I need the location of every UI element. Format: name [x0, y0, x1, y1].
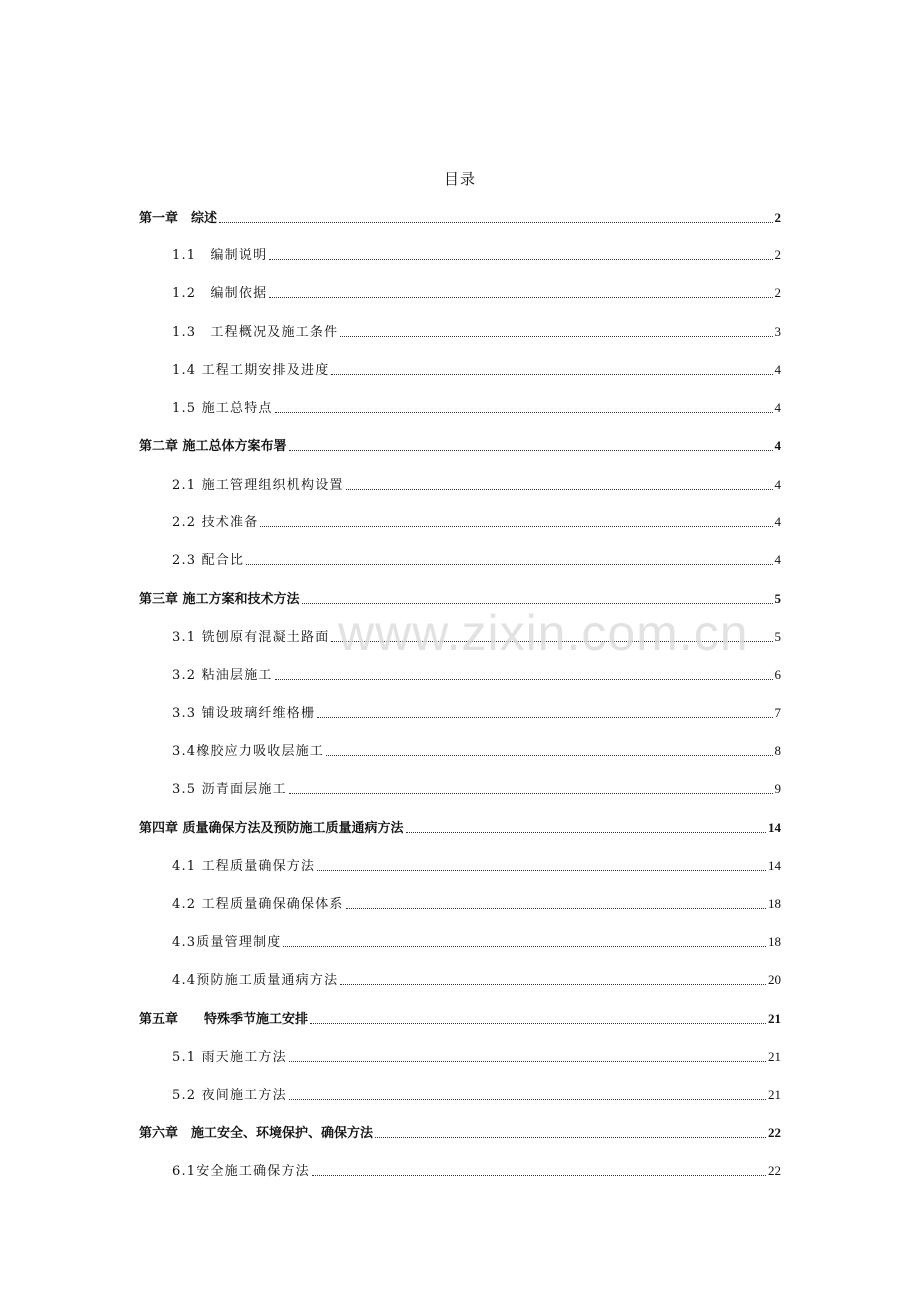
toc-section-6-1[interactable]: [172, 1161, 781, 1181]
dot-leader: [289, 1061, 766, 1062]
toc-page-number: 18: [768, 896, 781, 911]
toc-entry-label: 1.3 工程概况及施工条件: [172, 325, 339, 340]
toc-page-number: 9: [774, 781, 781, 796]
toc-page-number: 4: [774, 362, 781, 377]
toc-entry-label: 第四章 质量确保方法及预防施工质量通病方法: [139, 821, 404, 836]
toc-entry-label: 3.2 粘油层施工: [172, 668, 273, 683]
toc-section-4-4[interactable]: [172, 970, 781, 990]
toc-page-number: 4: [774, 477, 781, 492]
toc-title: 目录: [443, 170, 476, 188]
toc-entry-label: 第三章 施工方案和技术方法: [139, 592, 300, 607]
dot-leader: [275, 412, 773, 413]
dot-leader: [289, 450, 773, 451]
dot-leader: [310, 1023, 766, 1024]
dot-leader: [289, 1099, 766, 1100]
toc-page-number: 21: [768, 1011, 781, 1026]
toc-entry-label: 第一章 综述: [139, 211, 218, 226]
dot-leader: [317, 717, 772, 718]
toc-section-3-2[interactable]: [172, 665, 781, 685]
toc-entry-label: 4.3质量管理制度: [172, 935, 282, 950]
toc-section-5-1[interactable]: [172, 1047, 781, 1067]
toc-page-number: 4: [774, 552, 781, 567]
toc-entry-label: 1.5 施工总特点: [172, 401, 273, 416]
toc-page-number: 21: [768, 1049, 781, 1064]
toc-section-1-5[interactable]: [172, 398, 781, 418]
toc-page-number: 14: [768, 820, 781, 835]
toc-entry-label: 2.3 配合比: [172, 553, 245, 568]
toc-page-number: 14: [768, 858, 781, 873]
toc-section-3-3[interactable]: [172, 703, 781, 723]
toc-entry-label: 2.1 施工管理组织机构设置: [172, 478, 344, 493]
toc-entry-label: 3.5 沥青面层施工: [172, 782, 287, 797]
toc-section-5-2[interactable]: [172, 1085, 781, 1105]
toc-entry-label: 第二章 施工总体方案布署: [139, 439, 287, 454]
dot-leader: [375, 1137, 766, 1138]
toc-page-number: 21: [768, 1087, 781, 1102]
toc-entry-label: 4.2 工程质量确保确保体系: [172, 897, 344, 912]
toc-page-number: 6: [774, 667, 781, 682]
toc-page-number: 2: [774, 247, 781, 262]
toc-page-number: 2: [774, 285, 781, 300]
toc-entry-label: 3.3 铺设玻璃纤维格栅: [172, 706, 316, 721]
toc-entry-label: 第六章 施工安全、环境保护、确保方法: [139, 1126, 374, 1141]
toc-page-number: 5: [774, 629, 781, 644]
toc-section-3-1[interactable]: [172, 627, 781, 647]
dot-leader: [317, 870, 766, 871]
dot-leader: [346, 908, 766, 909]
dot-leader: [340, 984, 766, 985]
dot-leader: [312, 1175, 766, 1176]
toc-page-number: 4: [774, 514, 781, 529]
toc-chapter-6[interactable]: [139, 1123, 781, 1143]
toc-page-number: 4: [774, 438, 781, 453]
toc-entry-label: 5.2 夜间施工方法: [172, 1088, 287, 1103]
toc-chapter-2[interactable]: [139, 436, 781, 456]
dot-leader: [289, 793, 773, 794]
dot-leader: [269, 297, 772, 298]
toc-chapter-4[interactable]: [139, 818, 781, 838]
dot-leader: [331, 641, 772, 642]
toc-entry-label: 1.4 工程工期安排及进度: [172, 363, 330, 378]
toc-entry-label: 3.4橡胶应力吸收层施工: [172, 744, 325, 759]
toc-section-4-1[interactable]: [172, 856, 781, 876]
toc-page-number: 22: [768, 1125, 781, 1140]
toc-chapter-3[interactable]: [139, 589, 781, 609]
dot-leader: [246, 564, 772, 565]
toc-section-1-3[interactable]: [172, 322, 781, 342]
dot-leader: [331, 374, 772, 375]
toc-page-number: 3: [774, 324, 781, 339]
toc-section-3-4[interactable]: [172, 741, 781, 761]
toc-section-2-2[interactable]: [172, 512, 781, 532]
toc-entry-label: 1.2 编制依据: [172, 286, 268, 301]
dot-leader: [260, 526, 772, 527]
toc-page-number: 8: [774, 743, 781, 758]
toc-section-1-1[interactable]: [172, 245, 781, 265]
dot-leader: [340, 336, 772, 337]
toc-page-number: 2: [774, 210, 781, 225]
toc-entry-label: 5.1 雨天施工方法: [172, 1050, 287, 1065]
toc-entry-label: 4.4预防施工质量通病方法: [172, 973, 339, 988]
toc-section-1-4[interactable]: [172, 360, 781, 380]
dot-leader: [326, 755, 772, 756]
toc-section-4-2[interactable]: [172, 894, 781, 914]
dot-leader: [346, 489, 773, 490]
toc-chapter-5[interactable]: [139, 1009, 781, 1029]
dot-leader: [275, 679, 773, 680]
toc-entry-label: 1.1 编制说明: [172, 248, 268, 263]
toc-page-number: 4: [774, 400, 781, 415]
watermark: www.zixin.com.cn: [338, 605, 749, 661]
toc-page-number: 22: [768, 1163, 781, 1178]
toc-section-2-3[interactable]: [172, 550, 781, 570]
toc-entry-label: 3.1 铣刨原有混凝土路面: [172, 630, 330, 645]
toc-chapter-1[interactable]: [139, 208, 781, 228]
dot-leader: [302, 603, 773, 604]
toc-entry-label: 6.1安全施工确保方法: [172, 1164, 310, 1179]
dot-leader: [269, 259, 772, 260]
toc-section-4-3[interactable]: [172, 932, 781, 952]
toc-page-number: 7: [774, 705, 781, 720]
dot-leader: [219, 222, 772, 223]
dot-leader: [406, 832, 766, 833]
toc-page-number: 5: [774, 591, 781, 606]
toc-entry-label: 2.2 技术准备: [172, 515, 259, 530]
toc-section-1-2[interactable]: [172, 283, 781, 303]
toc-page-number: 20: [768, 972, 781, 987]
toc-section-2-1[interactable]: [172, 475, 781, 495]
dot-leader: [283, 946, 766, 947]
toc-entry-label: 第五章 特殊季节施工安排: [139, 1012, 309, 1027]
toc-page-number: 18: [768, 934, 781, 949]
toc-entry-label: 4.1 工程质量确保方法: [172, 859, 316, 874]
toc-section-3-5[interactable]: [172, 779, 781, 799]
